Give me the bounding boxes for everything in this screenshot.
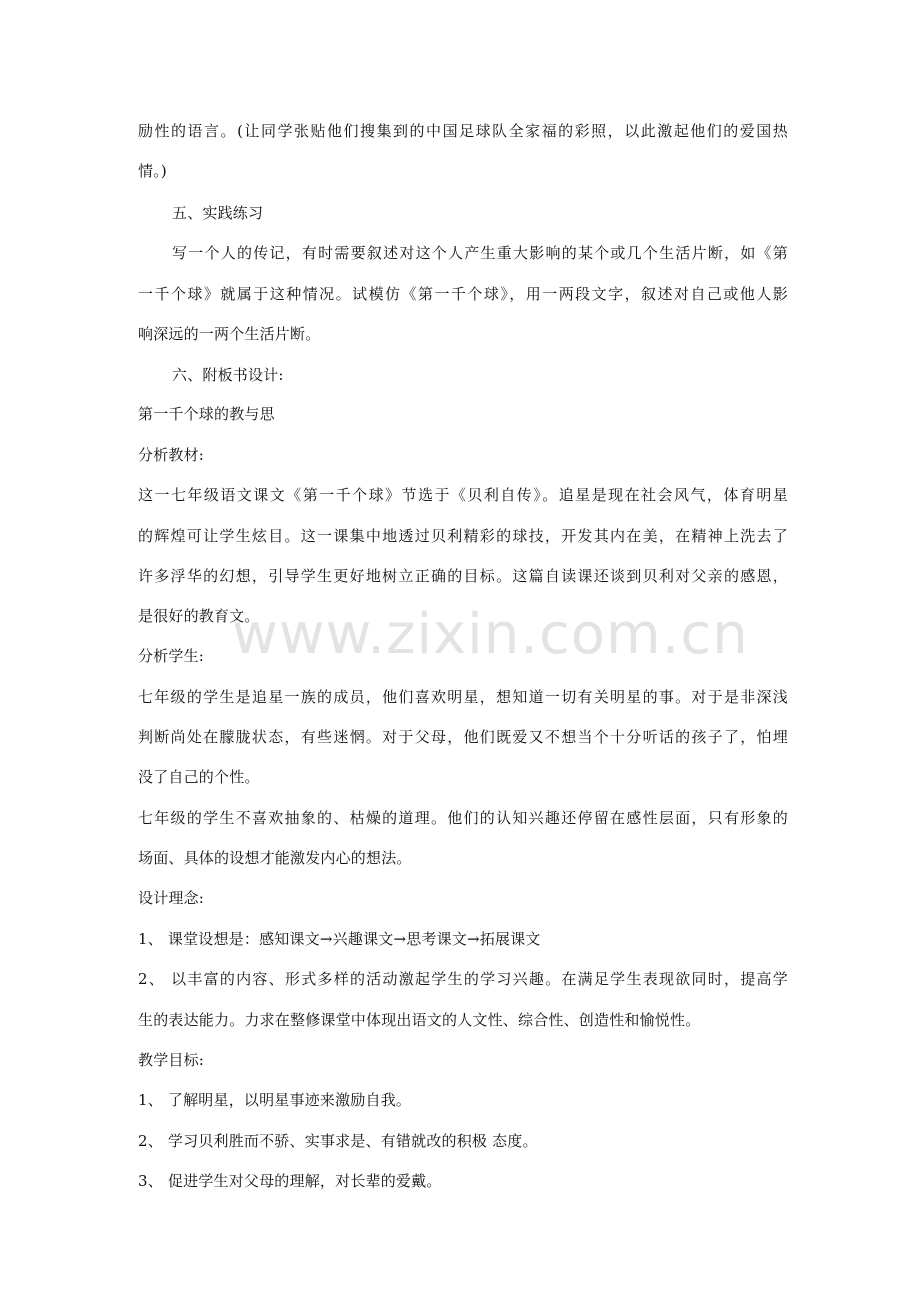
subheading: 分析学生: — [138, 647, 205, 665]
paragraph-line: 生的表达能力。力求在整修课堂中体现出语文的人文性、综合性、创造性和愉悦性。 — [138, 1011, 701, 1029]
watermark: www.zixin.com.cn — [232, 602, 749, 667]
paragraph-line: 励性的语言。(让同学张贴他们搜集到的中国足球队全家福的彩照，以此激起他们的爱国热 — [138, 122, 788, 140]
subheading: 分析教材: — [138, 446, 205, 464]
paragraph-line: 判断尚处在朦胧状态，有些迷惘。对于父母，他们既爱又不想当个十分听话的孩子了，怕埋 — [138, 728, 788, 746]
subheading: 教学目标: — [138, 1051, 205, 1069]
list-item: 2、 学习贝利胜而不骄、实事求是、有错就改的积极 态度。 — [138, 1132, 538, 1150]
paragraph-line: 没了自己的个性。 — [138, 768, 260, 786]
paragraph-line: 的辉煌可让学生炫目。这一课集中地透过贝利精彩的球技，开发其内在美，在精神上洗去了 — [138, 527, 788, 545]
section-heading: 六、附板书设计: — [172, 366, 284, 384]
list-item: 1、 课堂设想是：感知课文→兴趣课文→思考课文→拓展课文 — [138, 930, 541, 948]
list-item: 3、 促进学生对父母的理解，对长辈的爱戴。 — [138, 1172, 442, 1190]
paragraph-line: 响深远的一两个生活片断。 — [138, 325, 321, 343]
paragraph-line: 这一七年级语文课文《第一千个球》节选于《贝利自传》。追星是现在社会风气，体育明星 — [138, 486, 788, 504]
paragraph-line: 情。) — [138, 162, 167, 180]
paragraph-line: 写一个人的传记，有时需要叙述对这个人产生重大影响的某个或几个生活片断，如《第 — [172, 244, 788, 262]
paragraph-line: 场面、具体的设想才能激发内心的想法。 — [138, 849, 412, 867]
paragraph-line: 许多浮华的幻想，引导学生更好地树立正确的目标。这篇自读课还谈到贝利对父亲的感恩， — [138, 567, 788, 585]
paragraph-line: 七年级的学生不喜欢抽象的、枯燥的道理。他们的认知兴趣还停留在感性层面，只有形象的 — [138, 809, 788, 827]
paragraph-line: 是很好的教育文。 — [138, 607, 260, 625]
list-item: 2、 以丰富的内容、形式多样的活动激起学生的学习兴趣。在满足学生表现欲同时，提高学 — [138, 970, 788, 988]
list-item: 1、 了解明星，以明星事迹来激励自我。 — [138, 1091, 412, 1109]
section-heading: 五、实践练习 — [172, 204, 264, 222]
paragraph-line: 一千个球》就属于这种情况。试模仿《第一千个球》，用一两段文字，叙述对自己或他人影 — [138, 285, 788, 303]
board-title: 第一千个球的教与思 — [138, 405, 275, 423]
subheading: 设计理念: — [138, 889, 205, 907]
paragraph-line: 七年级的学生是追星一族的成员，他们喜欢明星，想知道一切有关明星的事。对于是非深浅 — [138, 688, 788, 706]
